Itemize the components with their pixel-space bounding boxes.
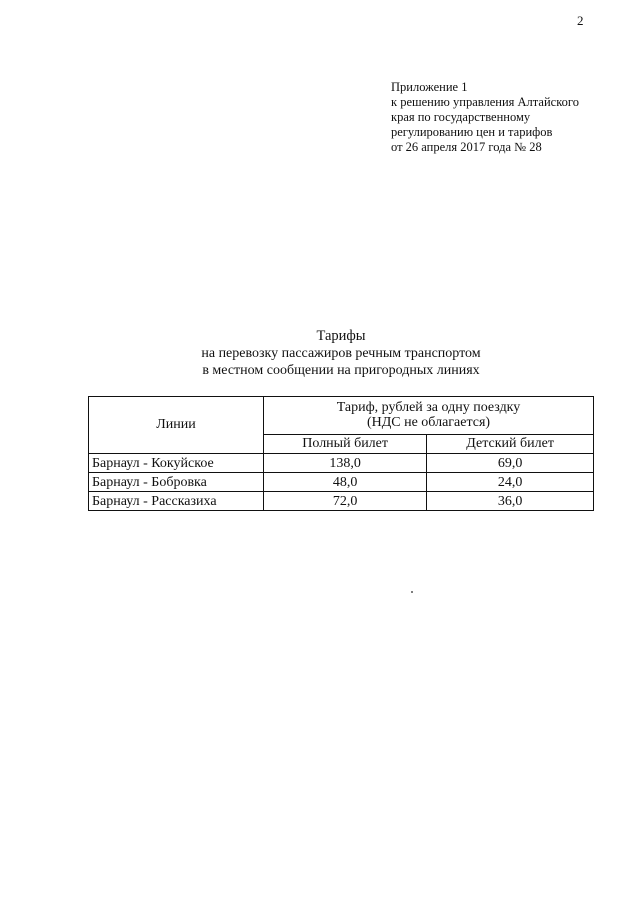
full-price-cell: 138,0 xyxy=(264,454,427,473)
document-title xyxy=(0,328,640,379)
table-header-row xyxy=(89,397,594,435)
full-price-cell: 48,0 xyxy=(264,473,427,492)
route-cell: Барнаул - Кокуйское xyxy=(89,454,264,473)
appendix-line: Приложение 1 xyxy=(391,80,468,94)
child-price-cell: 24,0 xyxy=(427,473,594,492)
appendix-block xyxy=(391,80,631,155)
tariff-header-line: Тариф, рублей за одну поездку xyxy=(336,400,521,416)
table-row xyxy=(89,473,594,492)
table-row xyxy=(89,492,594,511)
tariff-column-header xyxy=(264,397,594,435)
child-price-cell: 69,0 xyxy=(427,454,594,473)
title-line: на перевозку пассажиров речным транспортом xyxy=(201,346,481,361)
title-line: в местном сообщении на пригородных линиях xyxy=(202,363,480,378)
appendix-line: края по государственному xyxy=(391,110,531,124)
full-ticket-header: Полный билет xyxy=(264,434,427,453)
table-row xyxy=(89,454,594,473)
full-price-cell: 72,0 xyxy=(264,492,427,511)
appendix-line: к решению управления Алтайского xyxy=(391,95,579,109)
child-ticket-header: Детский билет xyxy=(427,434,594,453)
page-number: 2 xyxy=(577,13,584,28)
appendix-line: от 26 апреля 2017 года № 28 xyxy=(391,140,542,154)
appendix-line: регулированию цен и тарифов xyxy=(391,125,553,139)
route-cell: Барнаул - Бобровка xyxy=(89,473,264,492)
route-cell: Барнаул - Рассказиха xyxy=(89,492,264,511)
scan-speck xyxy=(411,591,413,593)
child-price-cell: 36,0 xyxy=(427,492,594,511)
title-main: Тарифы xyxy=(316,328,366,344)
tariff-table xyxy=(88,396,594,511)
tariff-header-line: (НДС не облагается) xyxy=(366,415,491,431)
lines-column-header: Линии xyxy=(89,397,264,454)
